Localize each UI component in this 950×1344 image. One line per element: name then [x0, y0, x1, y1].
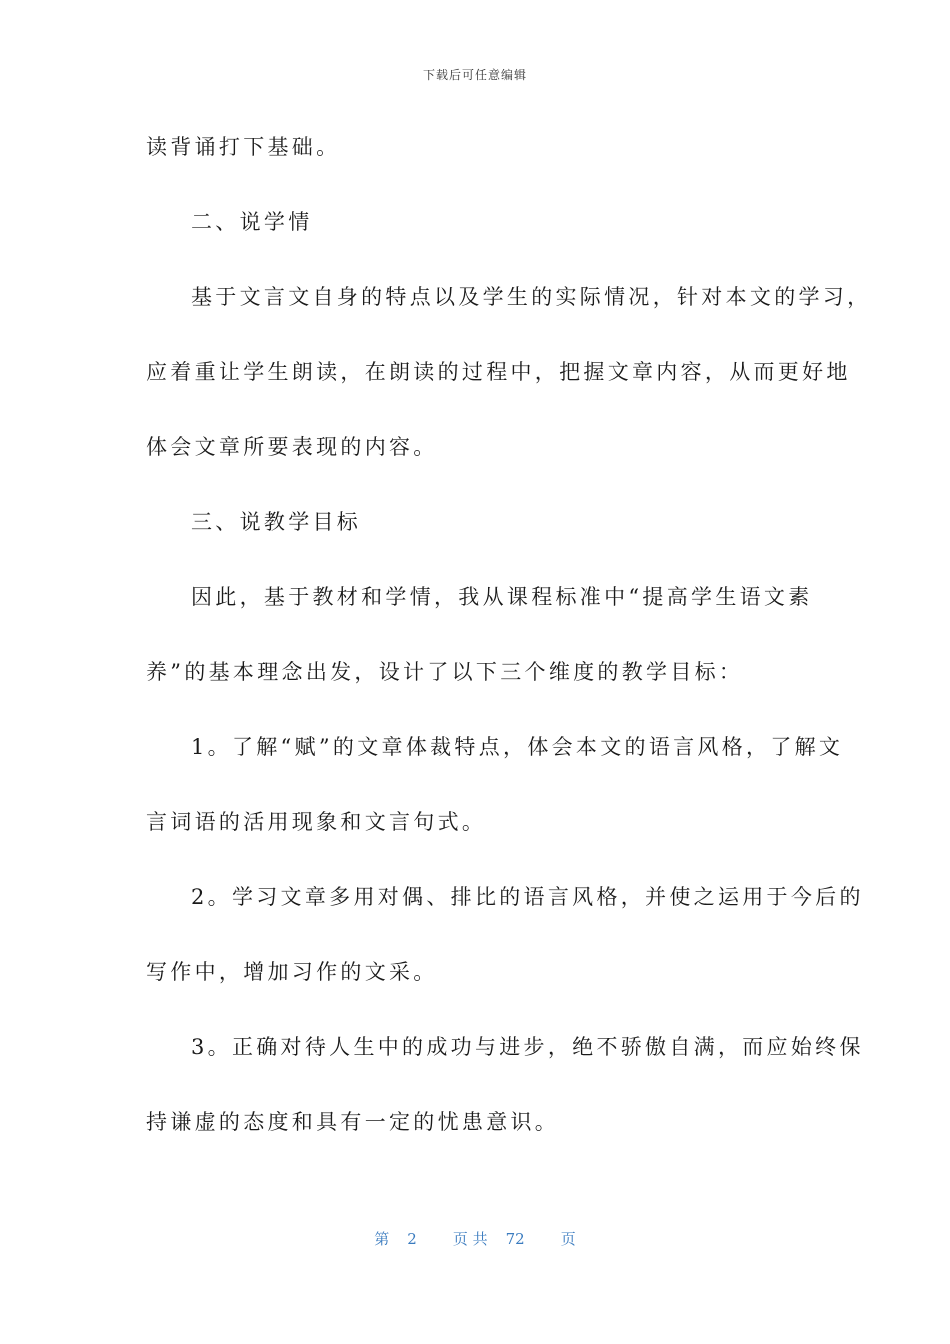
- footer-end-label: 页: [560, 1230, 576, 1248]
- list-item: 3。正确对待人生中的成功与进步，绝不骄傲自满，而应始终保: [191, 1035, 864, 1059]
- list-item: 1。了解“赋”的文章体裁特点，体会本文的语言风格，了解文: [191, 735, 844, 759]
- paragraph-line: 读背诵打下基础。: [146, 135, 341, 159]
- page-header: 下载后可任意编辑: [422, 68, 527, 82]
- paragraph-line: 养”的基本理念出发，设计了以下三个维度的教学目标：: [146, 660, 744, 684]
- list-item: 写作中，增加习作的文采。: [146, 960, 438, 984]
- current-page-number: 2: [407, 1230, 417, 1248]
- page-footer: [0, 1228, 950, 1249]
- paragraph-line: 体会文章所要表现的内容。: [146, 435, 438, 459]
- list-item: 持谦虚的态度和具有一定的忧患意识。: [146, 1110, 560, 1134]
- total-pages-number: 72: [505, 1230, 525, 1248]
- section-heading: 三、说教学目标: [191, 510, 362, 534]
- paragraph-line: 因此，基于教材和学情，我从课程标准中“提高学生语文素: [191, 585, 813, 609]
- footer-of-label: 页 共: [452, 1230, 488, 1248]
- list-item: 2。学习文章多用对偶、排比的语言风格，并使之运用于今后的: [191, 885, 864, 909]
- document-body: [146, 129, 872, 1179]
- paragraph-line: 应着重让学生朗读，在朗读的过程中，把握文章内容，从而更好地: [146, 360, 851, 384]
- footer-page-label: 第: [374, 1230, 390, 1248]
- list-item: 言词语的活用现象和文言句式。: [146, 810, 487, 834]
- paragraph-line: 基于文言文自身的特点以及学生的实际情况，针对本文的学习，: [191, 285, 872, 309]
- section-heading: 二、说学情: [191, 210, 313, 234]
